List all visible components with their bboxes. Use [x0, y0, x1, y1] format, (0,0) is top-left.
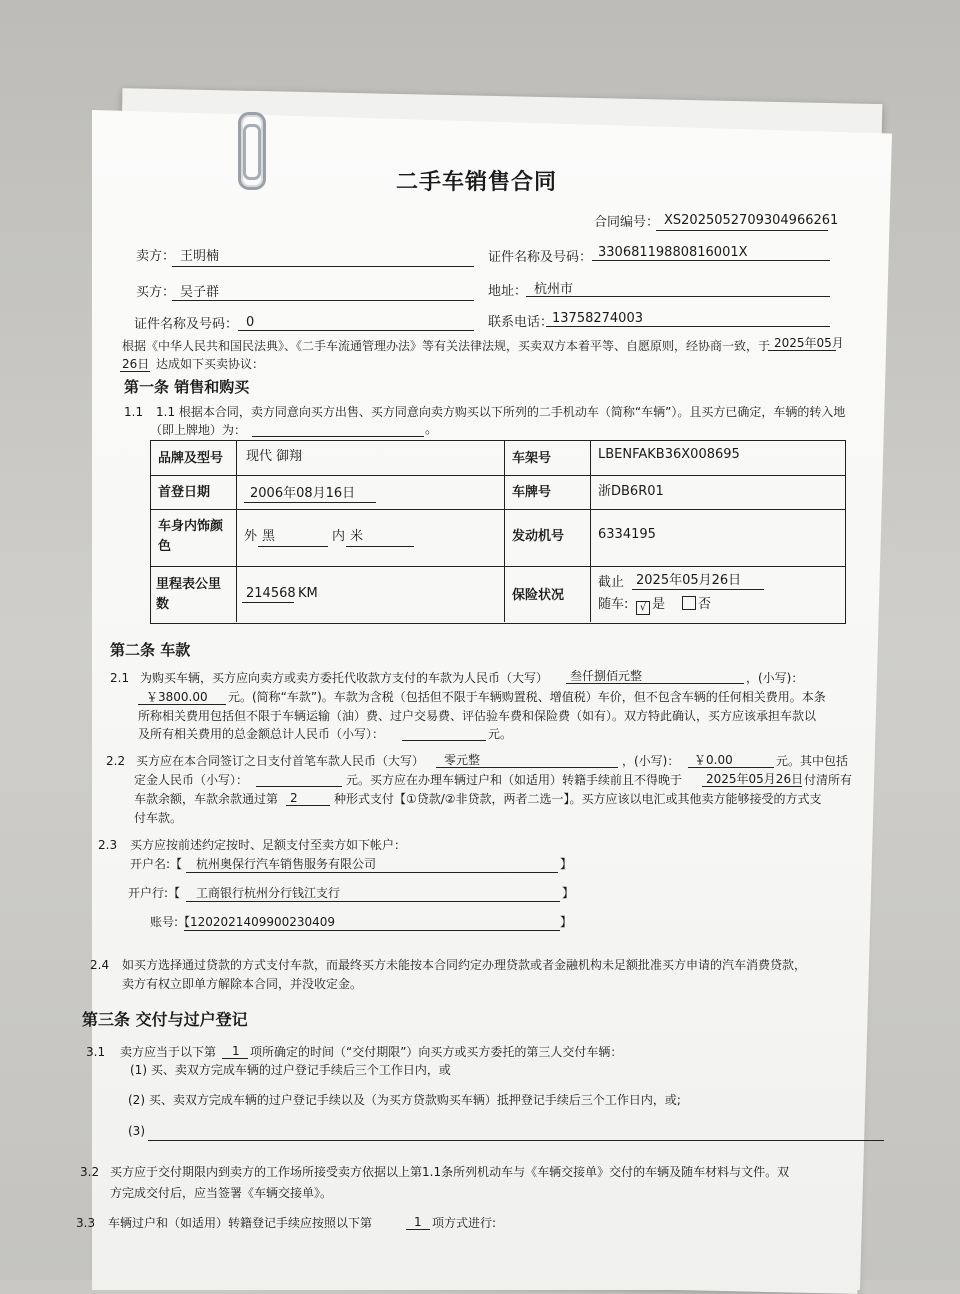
clause-2-1-text-e: 及所有相关费用的总金额总计人民币（小写）： — [138, 727, 385, 741]
account-name-underline — [186, 872, 558, 873]
intro-text: 根据《中华人民共和国民法典》、《二手车流通管理办法》等有关法律法规，买卖双方本着平等、自愿原则，经协商一致，于 — [122, 339, 771, 353]
address: 杭州市 — [534, 282, 574, 297]
deposit-underline — [256, 786, 342, 787]
account-name-bracket: 】 — [560, 857, 573, 871]
table-row-line — [150, 509, 845, 510]
delivery-option-2: (2) 买、卖双方完成车辆的过户登记手续以及（为买方贷款购买车辆）抵押登记手续后三个工作日内，或; — [128, 1093, 681, 1107]
clause-2-2-text-b: ，(小写)： — [622, 754, 680, 768]
down-payment-upper: 零元整 — [444, 753, 481, 767]
color-label-2: 色 — [158, 539, 172, 554]
outer-color-label: 外 — [244, 529, 258, 544]
clause-3-1-num: 3.1 — [86, 1045, 106, 1059]
inner-color-label: 内 — [332, 529, 346, 544]
clause-3-1-text: 卖方应当于以下第 — [120, 1045, 217, 1059]
account-name: 杭州奥保行汽车销售服务有限公司 — [196, 857, 377, 871]
outer-color-value: 黑 — [262, 529, 276, 544]
transfer-item-underline — [406, 1229, 430, 1230]
clause-2-1-text: 为购买车辆，买方应向卖方或卖方委托代收款方支付的车款为人民币（大写） — [140, 671, 549, 685]
clause-2-2-text-d: 定金人民币（小写）： — [134, 773, 249, 787]
contract-title: 二手车销售合同 — [396, 170, 558, 195]
table-col-line — [236, 440, 237, 622]
plate-value: 浙DB6R01 — [598, 484, 664, 499]
price-lower: ￥3800.00 — [146, 690, 208, 704]
delivery-option-3: (3) — [128, 1124, 145, 1138]
insurance-label: 保险状况 — [512, 588, 565, 603]
seller-underline — [172, 266, 474, 267]
clause-1-1-num: 1.1 — [124, 405, 144, 419]
clause-3-2-text: 买方应于交付期限内到卖方的工作场所接受卖方依据以上第1.1条所列机动车与《车辆交接单》交付的车辆及随车材料与文件。双 — [110, 1165, 790, 1179]
payment-way: 2 — [290, 791, 298, 805]
inner-color-underline — [346, 546, 414, 547]
insurance-no-label: 否 — [698, 597, 712, 612]
down-payment-lower: ￥0.00 — [694, 753, 733, 767]
clause-2-2-text-f: 付清所有 — [804, 773, 853, 787]
clause-2-2-text-i: 付车款。 — [134, 811, 183, 825]
mileage-value: 214568 — [246, 586, 296, 601]
clause-3-3-text: 车辆过户和（如适用）转籍登记手续应按照以下第 — [108, 1216, 373, 1230]
clause-2-1-text-d: 所称相关费用包括但不限于车辆运输（油）费、过户交易费、评估验车费和保险费（如有）。双方特此确认，买方应该承担车款以 — [138, 709, 817, 723]
insurance-yes-label: 是 — [652, 597, 666, 612]
clause-1-1-text: 1.1 根据本合同，卖方同意向买方出售、买方同意向卖方购买以下所列的二手机动车（简称“车辆”）。且买方已确定，车辆的转入地 — [156, 405, 846, 419]
reg-date-label: 首登日期 — [158, 485, 211, 500]
clause-2-1-num: 2.1 — [110, 671, 130, 685]
down-payment-upper-underline — [436, 767, 618, 768]
brand-label: 品牌及型号 — [158, 451, 224, 466]
vin-label: 车架号 — [512, 451, 552, 466]
table-row-line — [150, 566, 845, 567]
buyer-underline — [172, 300, 474, 301]
clause-2-2-text-e: 元。买方应在办理车辆过户和（如适用）转籍手续前且不得晚于 — [346, 773, 683, 787]
article-2-heading: 第二条 车款 — [110, 641, 191, 659]
seller-id-underline — [592, 260, 830, 261]
seller-name: 王明楠 — [180, 249, 220, 264]
checkbox-checked-icon: √ — [636, 601, 650, 615]
table-col-line — [590, 440, 591, 622]
seller-id-label: 证件名称及号码： — [488, 250, 593, 265]
article-3-heading: 第三条 交付与过户登记 — [82, 1010, 248, 1029]
clause-3-1-text-b: 项所确定的时间（“交付期限”）向买方或买方委托的第三人交付车辆： — [250, 1045, 623, 1059]
buyer-label: 买方： — [136, 285, 176, 300]
clause-2-1-text-c: 元。(简称“车款”)。车款为含税（包括但不限于车辆购置税、增值税）车价，但不包含车辆的任何相关费用。本条 — [228, 690, 826, 704]
account-no-label: 账号:【 — [150, 915, 191, 929]
mileage-unit: KM — [298, 586, 318, 601]
address-underline — [526, 296, 830, 297]
contract-no: XS2025052709304966261 — [664, 213, 839, 228]
table-row-line — [150, 475, 845, 476]
final-pay-date-underline — [702, 786, 802, 787]
clause-2-3-num: 2.3 — [98, 838, 118, 852]
intro-date-b-underline — [120, 371, 150, 372]
reg-date-value: 2006年08月16日 — [250, 486, 356, 501]
intro-date-b: 26日 — [122, 357, 150, 371]
account-no-underline — [184, 930, 560, 931]
reg-date-underline — [244, 502, 376, 503]
price-lower-underline — [138, 704, 226, 705]
insurance-until-underline — [632, 589, 764, 590]
clause-2-4-num: 2.4 — [90, 958, 110, 972]
account-no: 1202021409900230409 — [190, 915, 336, 929]
vin-value: LBENFAKB36X008695 — [598, 447, 740, 462]
seller-label: 卖方： — [136, 249, 176, 264]
seller-id: 33068119880816001X — [598, 245, 748, 260]
price-upper: 叁仟捌佰元整 — [570, 669, 643, 683]
clause-2-2-text: 买方应在本合同签订之日支付首笔车款人民币（大写） — [136, 754, 425, 768]
table-col-line — [504, 440, 505, 622]
clause-2-4-text: 如买方选择通过贷款的方式支付车款，而最终买方未能按本合同约定办理贷款或者金融机构未足额批准买方申请的汽车消费贷款， — [122, 958, 807, 972]
phone-underline — [546, 326, 830, 327]
delivery-item: 1 — [232, 1044, 240, 1058]
clause-1-1-end: 。 — [425, 422, 439, 437]
clause-1-1-text-2: （即上牌地）为： — [150, 423, 247, 437]
intro-date-a: 2025年05月 — [774, 336, 844, 350]
insurance-until-label: 截止 — [598, 575, 625, 590]
mileage-label-2: 数 — [156, 597, 170, 612]
final-pay-date: 2025年05月26日 — [706, 772, 804, 786]
contract-no-label: 合同编号： — [594, 215, 660, 230]
clause-2-2-text-c: 元。其中包括 — [776, 754, 849, 768]
contract-no-underline — [656, 230, 828, 231]
checkbox-empty-icon — [682, 596, 696, 610]
intro-text-2: 达成如下买卖协议： — [156, 357, 265, 371]
phone: 13758274003 — [552, 311, 643, 326]
clause-3-2-num: 3.2 — [80, 1165, 100, 1179]
clause-3-3-num: 3.3 — [76, 1216, 96, 1230]
bank-name: 工商银行杭州分行钱江支行 — [196, 886, 341, 900]
price-upper-underline — [566, 683, 744, 684]
buyer-id-label: 证件名称及号码： — [134, 317, 239, 332]
clause-2-2-text-g: 车款余额，车款余款通过第 — [134, 792, 279, 806]
clause-2-2-num: 2.2 — [106, 754, 126, 768]
account-name-label: 开户名:【 — [130, 857, 183, 871]
phone-label: 联系电话： — [488, 315, 554, 330]
brand-value: 现代 御翔 — [246, 449, 303, 464]
mileage-underline — [242, 602, 294, 603]
mileage-label-1: 里程表公里 — [156, 577, 222, 592]
intro-date-underline — [768, 350, 836, 351]
clause-3-2-text-b: 方完成交付后，应当签署《车辆交接单》。 — [110, 1186, 333, 1200]
paperclip-inner-icon — [243, 124, 261, 180]
address-label: 地址： — [488, 284, 528, 299]
clause-3-3-text-b: 项方式进行: — [432, 1216, 497, 1230]
insurance-no-checkbox[interactable] — [680, 596, 711, 614]
bank-underline — [186, 901, 560, 902]
bank-label: 开户行:【 — [128, 886, 181, 900]
article-1-heading: 第一条 销售和购买 — [124, 378, 250, 396]
total-amount-underline — [402, 740, 486, 741]
clause-2-3-text: 买方应按前述约定按时、足额支付至卖方如下帐户： — [130, 838, 407, 852]
transfer-item: 1 — [414, 1215, 422, 1229]
buyer-id: 0 — [246, 315, 255, 330]
color-label-1: 车身内饰颜 — [158, 519, 224, 534]
clause-2-4-text-b: 卖方有权立即单方解除本合同，并没收定金。 — [122, 977, 363, 991]
delivery-option-3-underline — [148, 1140, 884, 1141]
down-payment-lower-underline — [688, 767, 774, 768]
delivery-item-underline — [222, 1058, 248, 1059]
destination-underline — [252, 436, 424, 437]
insurance-until-value: 2025年05月26日 — [636, 573, 742, 588]
engine-value: 6334195 — [598, 527, 656, 542]
inner-color-value: 米 — [350, 529, 364, 544]
bank-bracket: 】 — [562, 886, 575, 900]
clause-2-1-text-f: 元。 — [488, 727, 513, 741]
buyer-name: 吴子群 — [180, 285, 220, 300]
delivery-option-1: (1) 买、卖双方完成车辆的过户登记手续后三个工作日内，或 — [130, 1063, 451, 1077]
clause-2-1-text-b: ，(小写)： — [746, 671, 804, 685]
account-no-bracket: 】 — [560, 915, 573, 929]
insurance-yes-checkbox[interactable] — [634, 596, 665, 615]
buyer-id-underline — [238, 330, 474, 331]
insurance-with-label: 随车: — [598, 597, 629, 612]
outer-color-underline — [258, 546, 328, 547]
payment-way-underline — [286, 805, 330, 806]
engine-label: 发动机号 — [512, 529, 565, 544]
clause-2-2-text-h: 种形式支付【①贷款/②非贷款，两者二选一】。买方应该以电汇或其他卖方能够接受的方式支 — [334, 792, 822, 806]
plate-label: 车牌号 — [512, 485, 552, 500]
